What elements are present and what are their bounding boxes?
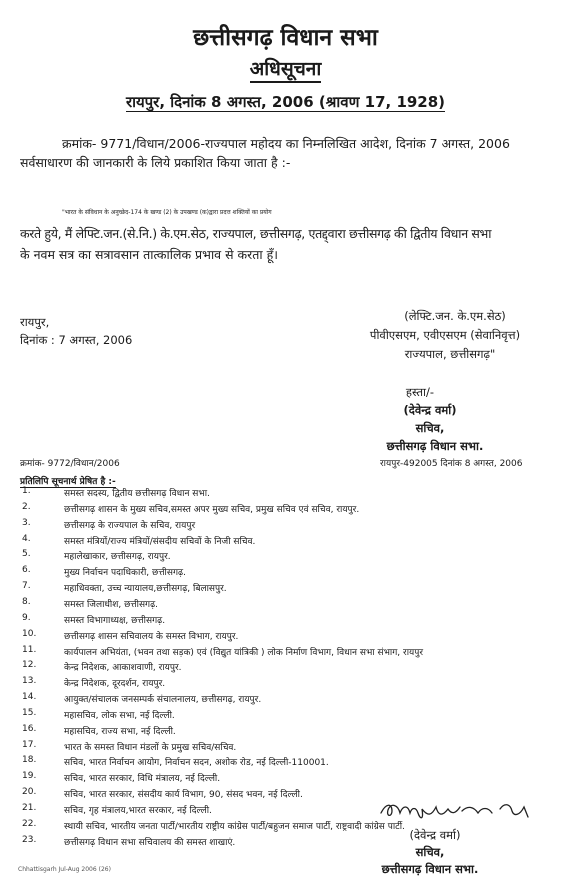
list-item-text: सचिव, भारत सरकार, विधि मंत्रालय, नई दिल्ली. [64,774,221,785]
list-item-number: 3. [22,517,31,528]
order-date: दिनांक : 7 अगस्त, 2006 [20,333,133,347]
list-item-text: महासचिव, राज्य सभा, नई दिल्ली. [64,726,176,737]
list-item-text: आयुक्त/संचालक जनसम्पर्क संचालनालय, छत्तीसगढ़, रायपुर. [64,695,262,706]
list-item-number: 5. [22,549,31,560]
order-line-2: सर्वसाधारण की जानकारी के लिये प्रकाशित किया जाता है :- [20,155,291,170]
secretary-name-2: (देवेन्द्र वर्मा) [409,828,461,842]
list-item-number: 10. [22,628,37,639]
quote-line-3: के नवम सत्र का सत्रावसान तात्कालिक प्रभाव से करता हूँ। [20,247,278,262]
list-item-number: 2. [22,501,31,512]
list-item-number: 6. [22,565,31,576]
notification-heading [0,55,571,81]
secretary-office-1: छत्तीसगढ़ विधान सभा. [386,439,484,453]
list-item-text: सचिव, भारत निर्वाचन आयोग, निर्वाचन सदन, अशोक रोड, नई दिल्ली-110001. [64,758,329,769]
governor-name: (लेफ्टि.जन. के.एम.सेठ) [404,309,506,323]
page-title: छत्तीसगढ़ विधान सभा [193,25,378,51]
list-item-text: केन्द्र निदेशक, दूरदर्शन, रायपुर. [64,679,166,690]
memo-date: रायपुर-492005 दिनांक 8 अगस्त, 2006 [380,459,523,469]
list-item-number: 17. [22,739,37,750]
list-item-text: स्थायी सचिव, भारतीय जनता पार्टी/भारतीय राष्ट्रीय कांग्रेस पार्टी/बहुजन समाज पार्टी, राष्ट्रवादी कांग्रेस पार्टी. [64,821,405,832]
footer-note: Chhattisgarh Jul-Aug 2006 (26) [18,866,111,873]
secretary-name-1: (देवेन्द्र वर्मा) [403,403,457,417]
list-item-number: 16. [22,723,37,734]
list-item-number: 1. [22,486,31,496]
quote-line-2: करते हुये, मैं लेफ्टि.जन.(से.नि.) के.एम.सेठ, राज्यपाल, छत्तीसगढ़, एतद्द्वारा छत्तीसगढ़ की द्वितीय विधान सभा [20,226,492,241]
header-date-line [0,92,571,112]
list-item-text: समस्त विभागाध्यक्ष, छत्तीसगढ़. [64,615,166,626]
governor-title: राज्यपाल, छत्तीसगढ़" [404,347,496,361]
list-item-text: महाधिवक्ता, उच्च न्यायालय,छत्तीसगढ़, बिलासपुर. [64,584,227,595]
list-item-number: 15. [22,707,37,718]
list-item-number: 12. [22,660,37,671]
list-item-text: छत्तीसगढ़ विधान सभा सचिवालय की समस्त शाखाएं. [64,837,236,848]
list-item-text: समस्त जिलाधीश, छत्तीसगढ़. [64,599,159,610]
place-label: रायपुर, [20,315,50,329]
list-item-text: सचिव, गृह मंत्रालय,भारत सरकार, नई दिल्ली. [64,806,212,816]
secretary-role-2: सचिव, [415,845,445,859]
header-date-text: रायपुर, दिनांक 8 अगस्त, 2006 (श्रावण 17, 1928) [125,93,446,111]
list-item-text: कार्यपालन अभियंता, (भवन तथा सड़क) एवं (विद्युत यांत्रिकी ) लोक निर्माण विभाग, विधान सभा संभाग, रायपुर [64,647,424,658]
list-item-number: 9. [22,612,31,623]
list-item-text: सचिव, भारत सरकार, संसदीय कार्य विभाग, 90, संसद भवन, नई दिल्ली. [64,790,303,801]
signed-mark: हस्ता/- [405,385,435,399]
memo-number: क्रमांक- 9772/विधान/2006 [20,459,120,469]
list-item-number: 20. [22,787,37,798]
governor-honours: पीवीएसएम, एवीएसएम (सेवानिवृत्त) [369,328,521,342]
list-item-number: 13. [22,676,37,687]
list-item-number: 7. [22,581,31,592]
list-item-text: छत्तीसगढ़ शासन सचिवालय के समस्त विभाग, रायपुर. [64,631,239,642]
list-item-text: समस्त मंत्रियों/राज्य मंत्रियों/संसदीय सचिवों के निजी सचिव. [64,536,256,547]
list-item-text: छत्तीसगढ़ शासन के मुख्य सचिव,समस्त अपर मुख्य सचिव, प्रमुख सचिव एवं सचिव, रायपुर. [64,504,360,515]
list-item-text: महासचिव, लोक सभा, नई दिल्ली. [64,710,175,721]
list-item-number: 8. [22,596,31,607]
list-item-number: 23. [22,834,37,845]
list-item-number: 19. [22,771,37,782]
list-item-number: 4. [22,533,31,544]
list-item-text: भारत के समस्त विधान मंडलों के प्रमुख सचिव/सचिव. [64,742,237,753]
list-item-text: मुख्य निर्वाचन पदाधिकारी, छत्तीसगढ़. [64,568,186,579]
list-item-number: 21. [22,803,37,813]
copy-heading-text: प्रतिलिपि सूचनार्थ प्रेषित है :- [20,477,116,487]
list-item-number: 18. [22,755,37,766]
order-line-1: क्रमांक- 9771/विधान/2006-राज्यपाल महोदय का निम्नलिखित आदेश, दिनांक 7 अगस्त, 2006 [62,136,510,151]
quote-line-1: "भारत के संविधान के अनुच्छेद-174 के खण्ड (2) के उपखण्ड (क)द्वारा प्रदत्त शक्तियों का प्रयोग [62,209,272,216]
list-item-number: 11. [22,644,37,655]
list-item-number: 22. [22,818,37,829]
list-item-text: छत्तीसगढ़ के राज्यपाल के सचिव, रायपुर [64,520,196,531]
list-item-number: 14. [22,692,37,703]
list-item-text: समस्त सदस्य, द्वितीय छत्तीसगढ़ विधान सभा. [64,489,210,499]
list-item-text: महालेखाकार, छत्तीसगढ़, रायपुर. [64,552,171,563]
secretary-office-2: छत्तीसगढ़ विधान सभा. [381,862,479,876]
list-item-text: केन्द्र निदेशक, आकाशवाणी, रायपुर. [64,663,182,674]
notification-heading-text: अधिसूचना [250,58,322,83]
secretary-role-1: सचिव, [415,421,445,435]
handwritten-signature [378,795,533,825]
